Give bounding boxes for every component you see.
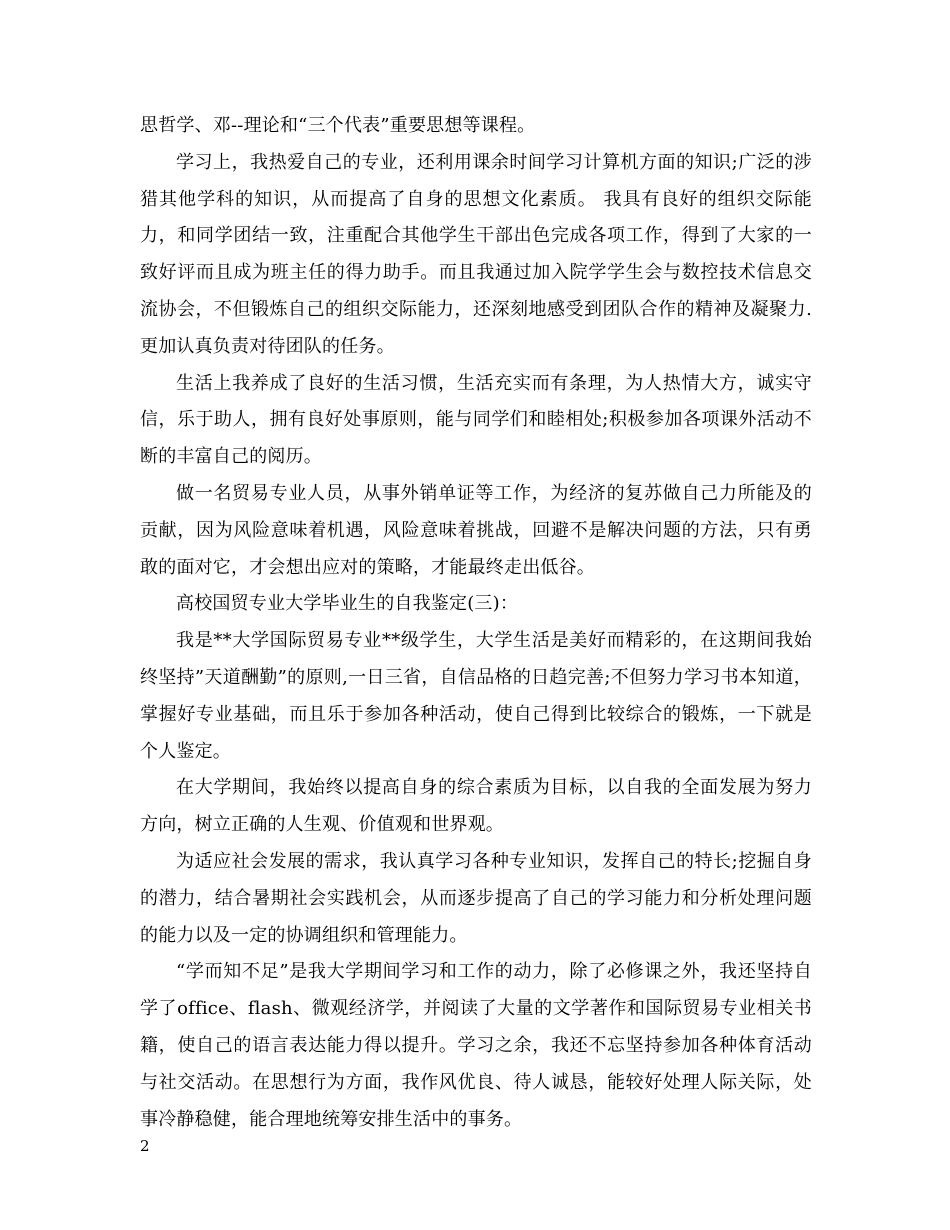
paragraph-intro: 我是**大学国际贸易专业**级学生，大学生活是美好而精彩的，在这期间我始终坚持”天道酬勤”的原则,一日三省，自信品格的日趋完善;不但努力学习书本知道，掌握好专业基础，而且乐于参加各种活动，使自己得到比较综合的锻炼，一下就是个人鉴定。: [140, 630, 812, 762]
document-page: [140, 108, 812, 1138]
paragraph-study: 学习上，我热爱自己的专业，还利用课余时间学习计算机方面的知识;广泛的涉猎其他学科的知识，从而提高了自身的思想文化素质。 我具有良好的组织交际能力，和同学团结一致，注重配合其他学生干部出色完成各项工作，得到了大家的一致好评而且成为班主任的得力助手。而且我通过加入院学学生会与数控技术信息交流协会，不但锻炼自己的组织交际能力，还深刻地感受到团队合作的精神及凝聚力.更加认真负责对待团队的任务。: [140, 151, 812, 357]
section-heading: 高校国贸专业大学毕业生的自我鉴定(三)：: [176, 593, 519, 615]
paragraph-goals: 在大学期间，我始终以提高自身的综合素质为目标，以自我的全面发展为努力方向，树立正确的人生观、价值观和世界观。: [140, 777, 812, 836]
paragraph-continuation: 思哲学、邓--理论和“三个代表”重要思想等课程。: [140, 115, 536, 136]
page-number: 2: [140, 1137, 150, 1155]
paragraph-self-study: “学而知不足”是我大学期间学习和工作的动力，除了必修课之外，我还坚持自学了office、flash、微观经济学，并阅读了大量的文学著作和国际贸易专业相关书籍，使自己的语言表达能力得以提升。学习之余，我还不忘坚持参加各种体育活动与社交活动。在思想行为方面，我作风优良、待人诚恳，能较好处理人际关际，处事冷静稳健，能合理地统筹安排生活中的事务。: [140, 961, 812, 1130]
paragraph-skills: 为适应社会发展的需求，我认真学习各种专业知识，发挥自己的特长;挖掘自身的潜力，结合暑期社会实践机会，从而逐步提高了自己的学习能力和分析处理问题的能力以及一定的协调组织和管理能力。: [140, 850, 812, 946]
paragraph-career: 做一名贸易专业人员，从事外销单证等工作，为经济的复苏做自己力所能及的贡献，因为风险意味着机遇，风险意味着挑战，回避不是解决问题的方法，只有勇敢的面对它，才会想出应对的策略，才能最终走出低谷。: [140, 482, 812, 578]
paragraph-life: 生活上我养成了良好的生活习惯，生活充实而有条理，为人热情大方，诚实守信，乐于助人，拥有良好处事原则，能与同学们和睦相处;积极参加各项课外活动不断的丰富自己的阅历。: [140, 372, 812, 468]
